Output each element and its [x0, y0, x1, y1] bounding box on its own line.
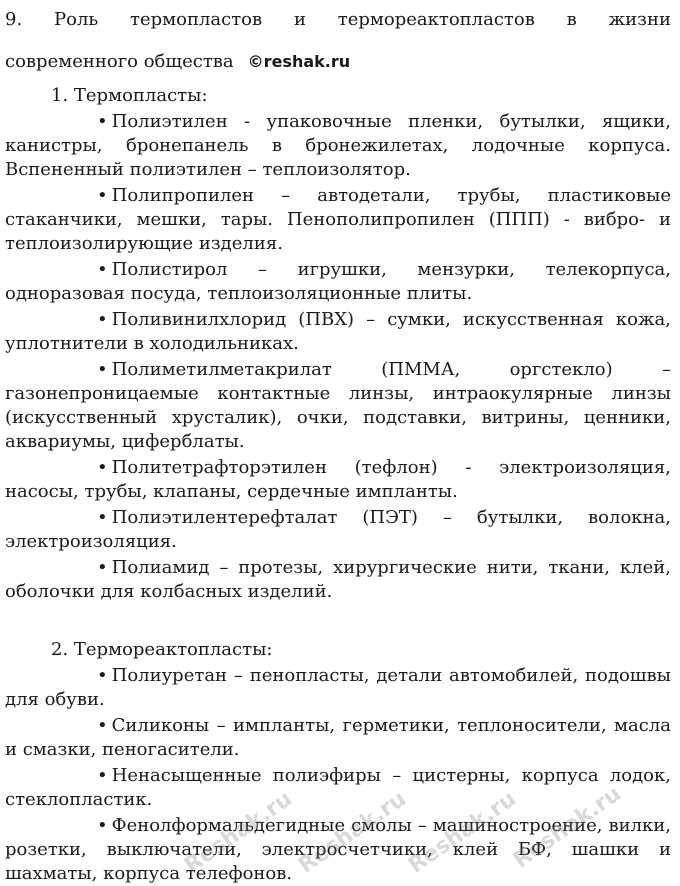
item-text: Полипропилен – автодетали, трубы, пластиковые стаканчики, мешки, тары. Пенополипропилен (ППП) - вибро- и теплоизолирующие изделия. — [5, 185, 671, 254]
bullet-icon: • — [97, 309, 108, 330]
list-item — [5, 556, 671, 604]
list-item — [5, 308, 671, 356]
item-text: Ненасыщенные полиэфиры – цистерны, корпуса лодок, стеклопластик. — [5, 765, 671, 810]
question-title: 9. Роль термопластов и термореактопластов в жизни — [5, 9, 671, 30]
item-text: Силиконы – импланты, герметики, теплоносители, масла и смазки, пеногасители. — [5, 715, 671, 760]
watermark-text: Reshak.ru — [404, 786, 521, 879]
bullet-icon: • — [97, 259, 108, 280]
watermark-text: Reshak.ru — [294, 786, 411, 879]
list-item — [5, 110, 671, 182]
list-item — [5, 714, 671, 762]
bullet-icon: • — [97, 359, 108, 380]
bullet-icon: • — [97, 457, 108, 478]
question-subtitle: современного общества — [5, 51, 234, 72]
watermark-text: Reshak.ru — [509, 781, 626, 874]
bullet-icon: • — [97, 765, 108, 786]
item-text: Фенолформальдегидные смолы – машиностроение, вилки, розетки, выключатели, электросчетчики, клей БФ, шашки и шахматы, корпуса телефонов. — [5, 815, 671, 884]
bullet-icon: • — [97, 111, 108, 132]
item-text: Политетрафторэтилен (тефлон) - электроизоляция, насосы, трубы, клапаны, сердечные импланты. — [5, 457, 671, 502]
item-text: Полиэтилен - упаковочные пленки, бутылки, ящики, канистры, бронепанель в бронежилетах, лодочные корпуса. Вспененный полиэтилен – теплоизолятор. — [5, 111, 671, 180]
bullet-icon: • — [97, 557, 108, 578]
item-text: Полиметилметакрилат (ПММА, оргстекло) – газонепроницаемые контактные линзы, интраокулярные линзы (искусственный хрусталик), очки, подставки, витрины, ценники, аквариумы, циферблаты. — [5, 359, 671, 452]
section-heading-thermoplastics: 1. Термопласты: — [51, 85, 208, 106]
watermark-text: Reshak.ru — [180, 786, 297, 879]
list-item — [5, 664, 671, 712]
item-text: Поливинилхлорид (ПВХ) – сумки, искусственная кожа, уплотнители в холодильниках. — [5, 309, 671, 354]
site-mark: ©reshak.ru — [247, 52, 351, 71]
list-item — [5, 764, 671, 812]
item-text: Полиуретан – пенопласты, детали автомобилей, подошвы для обуви. — [5, 665, 671, 710]
section-heading-thermosets: 2. Термореактопласты: — [51, 639, 273, 660]
bullet-icon: • — [97, 715, 108, 736]
list-item — [5, 358, 671, 454]
item-text: Полиэтилентерефталат (ПЭТ) – бутылки, волокна, электроизоляция. — [5, 507, 671, 552]
list-item — [5, 258, 671, 306]
list-item — [5, 184, 671, 256]
bullet-icon: • — [97, 665, 108, 686]
section-spacer — [5, 604, 671, 628]
bullet-icon: • — [97, 815, 108, 836]
bullet-icon: • — [97, 185, 108, 206]
item-text: Полиамид – протезы, хирургические нити, ткани, клей, оболочки для колбасных изделий. — [5, 557, 671, 602]
question-subtitle-row — [5, 50, 671, 74]
bullet-icon: • — [97, 507, 108, 528]
list-item — [5, 456, 671, 504]
item-text: Полистирол – игрушки, мензурки, телекорпуса, одноразовая посуда, теплоизоляционные плиты. — [5, 259, 671, 304]
document-page — [5, 8, 671, 886]
list-item — [5, 506, 671, 554]
list-item — [5, 814, 671, 886]
